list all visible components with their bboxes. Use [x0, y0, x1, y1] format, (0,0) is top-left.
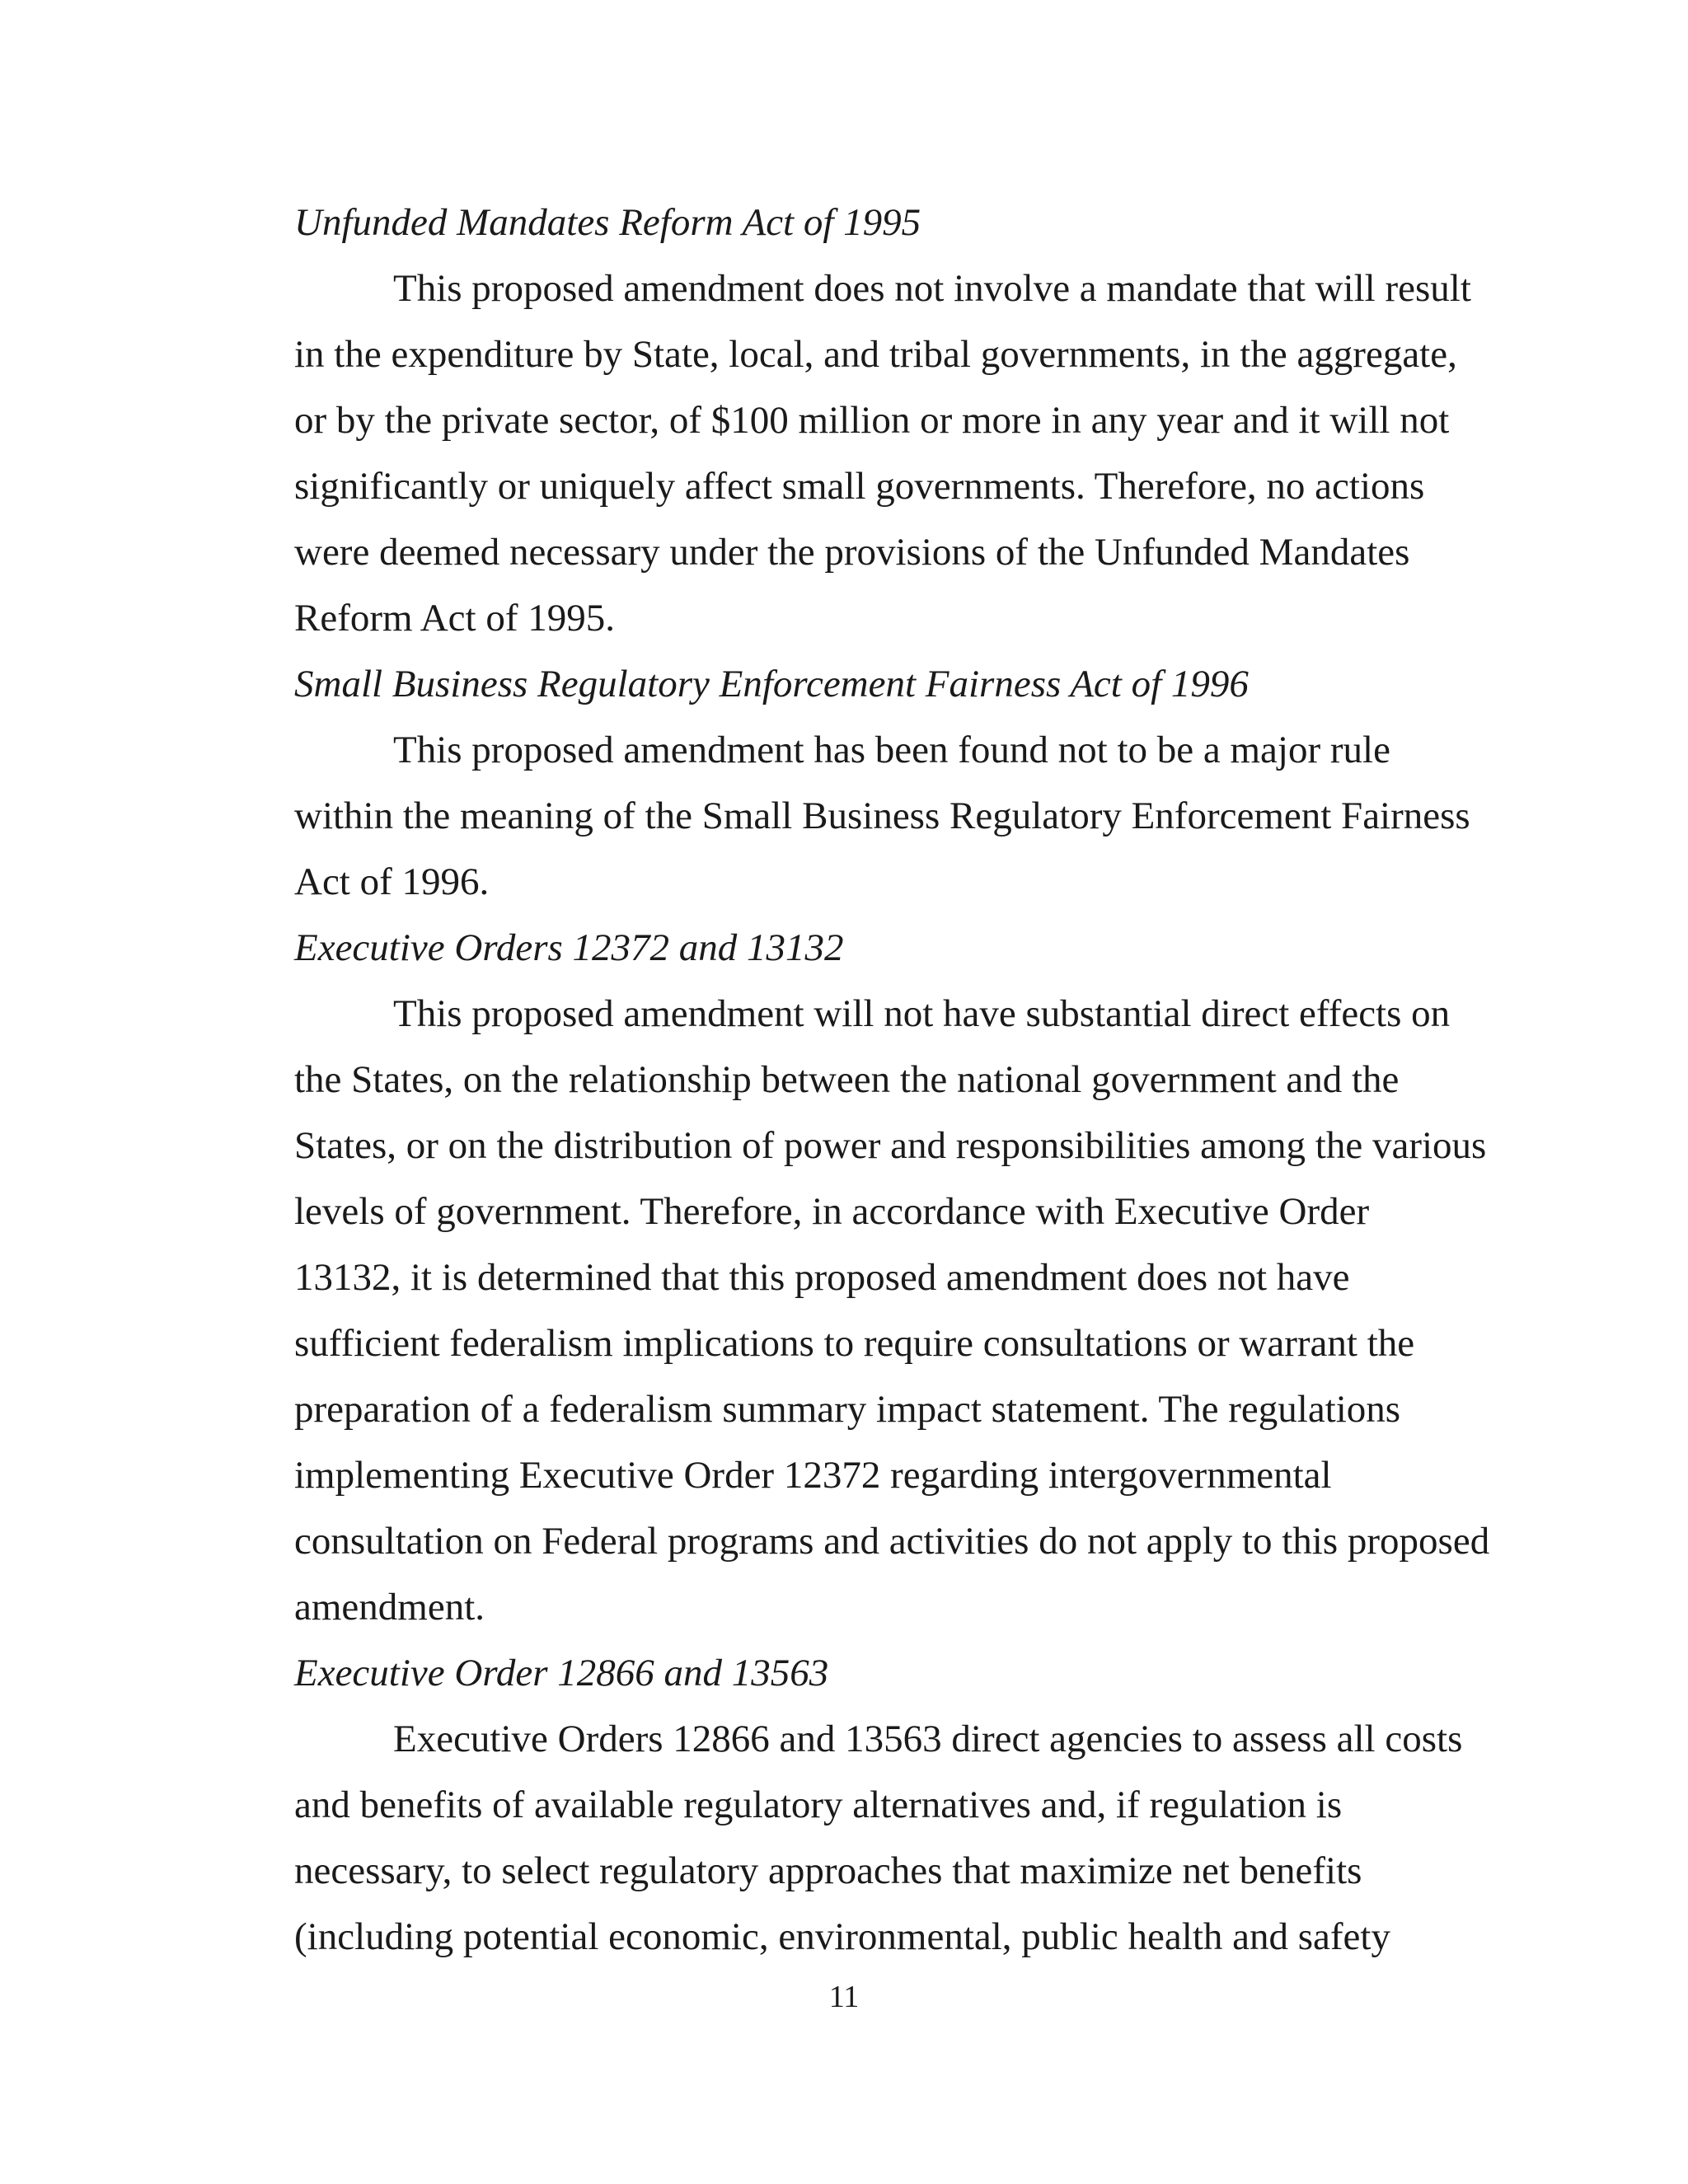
paragraph-line: sufficient federalism implications to require consultations or warrant the: [294, 1322, 1415, 1365]
paragraph-line: 13132, it is determined that this proposed amendment does not have: [294, 1256, 1350, 1299]
paragraph-line: Act of 1996.: [294, 860, 490, 903]
document-body: [294, 190, 1490, 1970]
paragraph-line: in the expenditure by State, local, and tribal governments, in the aggregate,: [294, 333, 1457, 376]
paragraph-line: necessary, to select regulatory approaches that maximize net benefits: [294, 1849, 1362, 1892]
section-heading: Unfunded Mandates Reform Act of 1995: [294, 201, 921, 244]
section-unfunded-mandates: [294, 190, 1481, 651]
paragraph-line: (including potential economic, environmental, public health and safety: [294, 1915, 1390, 1958]
paragraph-line: or by the private sector, of $100 million or more in any year and it will not: [294, 399, 1450, 442]
paragraph-line: levels of government. Therefore, in accordance with Executive Order: [294, 1190, 1370, 1233]
paragraph-line: significantly or uniquely affect small governments. Therefore, no actions: [294, 465, 1425, 508]
paragraph-line: preparation of a federalism summary impact statement. The regulations: [294, 1388, 1401, 1431]
section-executive-orders-12372-13132: [294, 915, 1490, 1640]
paragraph-line: Executive Orders 12866 and 13563 direct agencies to assess all costs: [393, 1718, 1463, 1760]
section-small-business: [294, 651, 1481, 915]
section-paragraph: [294, 717, 1481, 915]
paragraph-line: This proposed amendment does not involve a mandate that will result: [393, 267, 1471, 310]
paragraph-line: the States, on the relationship between the national government and the: [294, 1058, 1400, 1101]
section-paragraph: [294, 1706, 1481, 1970]
paragraph-line: within the meaning of the Small Business Regulatory Enforcement Fairness: [294, 794, 1470, 837]
section-heading: Small Business Regulatory Enforcement Fairness Act of 1996: [294, 663, 1249, 705]
section-paragraph: [294, 981, 1490, 1640]
paragraph-line: and benefits of available regulatory alternatives and, if regulation is: [294, 1783, 1343, 1826]
paragraph-line: This proposed amendment has been found not to be a major rule: [393, 729, 1390, 771]
paragraph-line: were deemed necessary under the provisions of the Unfunded Mandates: [294, 531, 1410, 574]
section-executive-order-12866-13563: [294, 1640, 1481, 1970]
paragraph-line: implementing Executive Order 12372 regarding intergovernmental: [294, 1454, 1332, 1497]
section-heading: Executive Order 12866 and 13563: [294, 1652, 829, 1694]
paragraph-line: consultation on Federal programs and activities do not apply to this proposed: [294, 1520, 1490, 1563]
page-number: 11: [828, 1980, 860, 2014]
paragraph-line: amendment.: [294, 1586, 485, 1629]
section-paragraph: [294, 255, 1481, 651]
paragraph-line: States, or on the distribution of power and responsibilities among the various: [294, 1124, 1487, 1167]
paragraph-line: Reform Act of 1995.: [294, 597, 615, 640]
section-heading: Executive Orders 12372 and 13132: [294, 926, 844, 969]
paragraph-line: This proposed amendment will not have substantial direct effects on: [393, 992, 1451, 1035]
